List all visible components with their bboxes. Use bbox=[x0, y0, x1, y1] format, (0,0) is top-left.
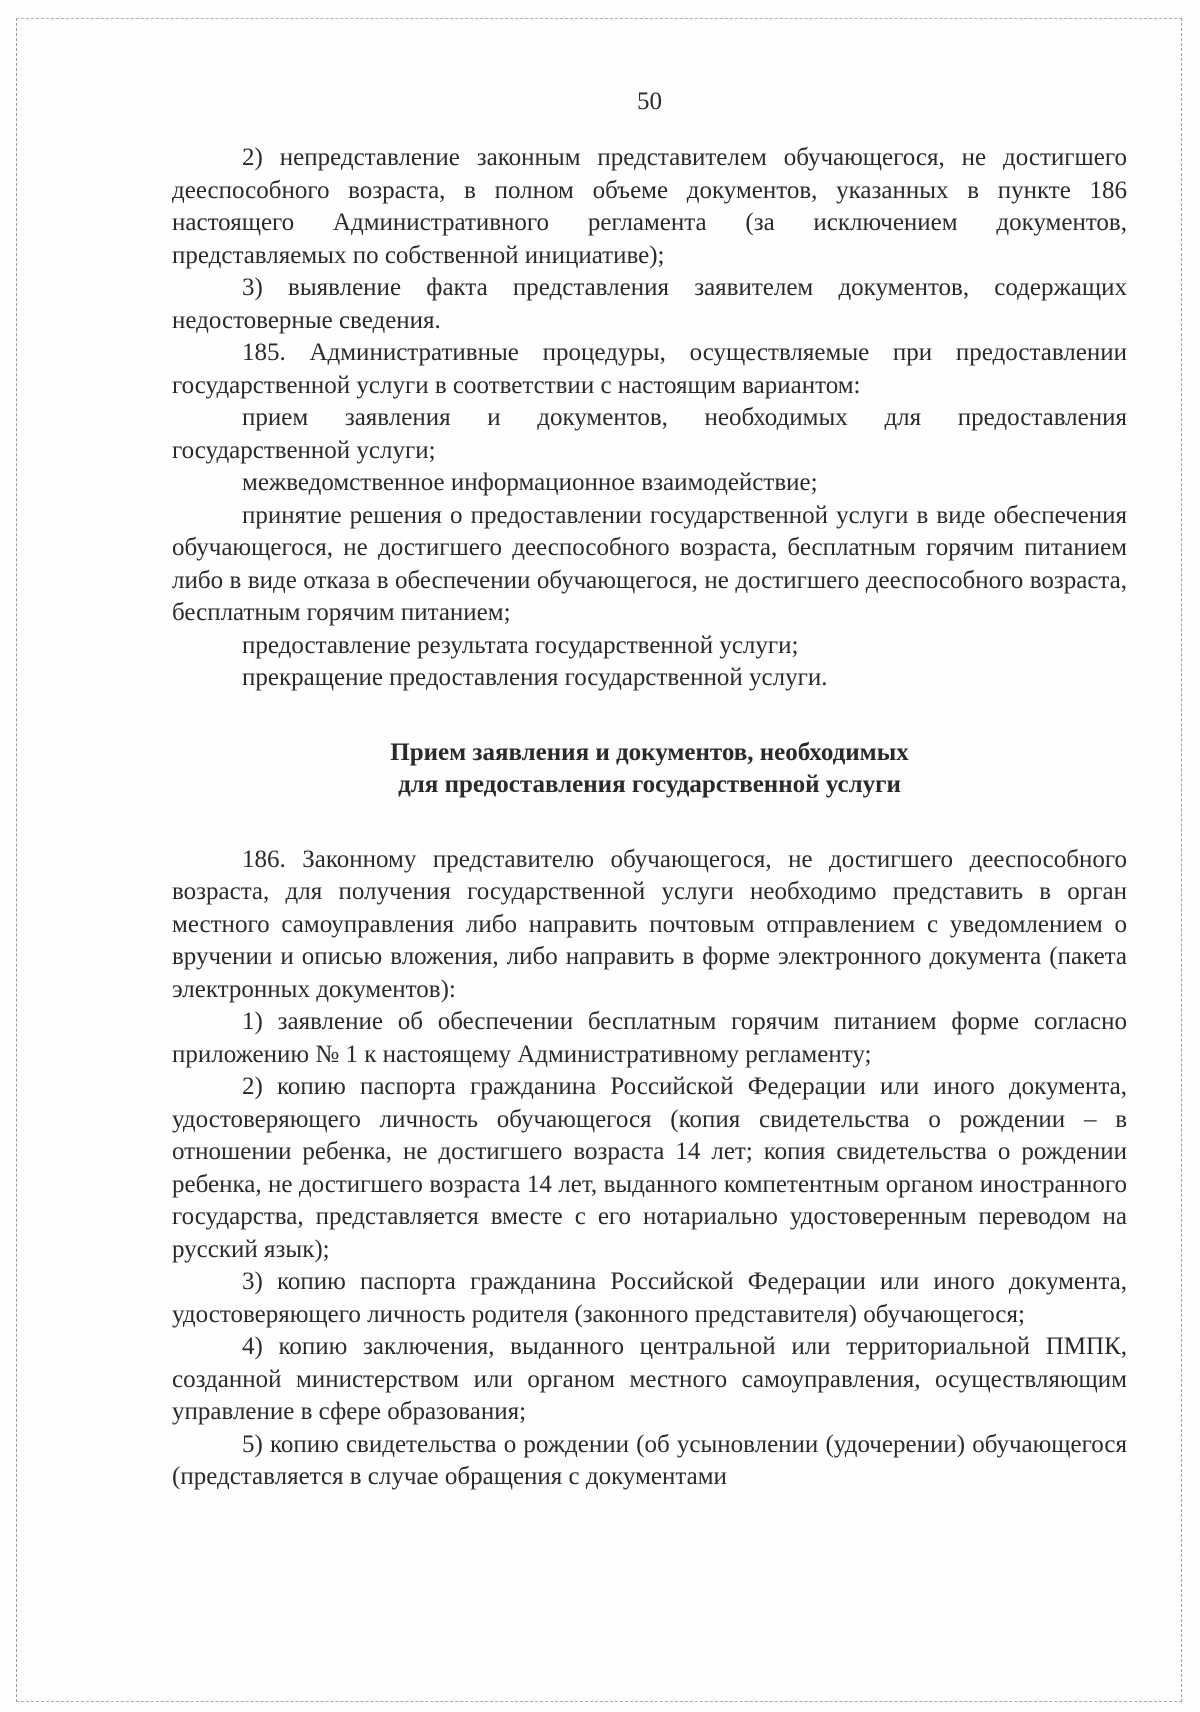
paragraph: 2) копию паспорта гражданина Российской Федерации или иного документа, удостоверяющего личность обучающегося (копия свидетельства о рождении – в отношении ребенка, не достигшего возраста 14 лет; копия свидетельства о рождении ребенка, не достигшего возраста 14 лет, выданного компетентным органом иностранного государства, представляется вместе с его нотариально удостоверенным переводом на русский язык); bbox=[172, 1073, 1127, 1263]
paragraph: 2) непредставление законным представителем обучающегося, не достигшего дееспособного возраста, в полном объеме документов, указанных в пункте 186 настоящего Административного регламента (за исключением документов, представляемых по собственной инициативе); bbox=[172, 144, 1127, 269]
section-heading-line: для предоставления государственной услуги bbox=[398, 771, 901, 798]
paragraph: 186. Законному представителю обучающегося, не достигшего дееспособного возраста, для получения государственной услуги необходимо представить в орган местного самоуправления либо направить почтовым отправлением с уведомлением о вручении и описью вложения, либо направить в форме электронного документа (пакета электронных документов): bbox=[172, 845, 1127, 1003]
paragraph: прием заявления и документов, необходимых для предоставления государственной услуги; bbox=[172, 404, 1127, 464]
page-number: 50 bbox=[637, 88, 662, 115]
paragraph: прекращение предоставления государственной услуги. bbox=[242, 664, 828, 691]
section-heading bbox=[172, 737, 1127, 802]
paragraph: 3) копию паспорта гражданина Российской Федерации или иного документа, удостоверяющего личность родителя (законного представителя) обучающегося; bbox=[172, 1268, 1127, 1328]
paragraph: предоставление результата государственной услуги; bbox=[242, 631, 799, 659]
paragraph: межведомственное информационное взаимодействие; bbox=[242, 469, 818, 496]
paragraph: 185. Административные процедуры, осуществляемые при предоставлении государственной услуги в соответствии с настоящим вариантом: bbox=[172, 339, 1127, 399]
paragraph: принятие решения о предоставлении государственной услуги в виде обеспечения обучающегося, не достигшего дееспособного возраста, бесплатным горячим питанием либо в виде отказа в обеспечении обучающегося, не достигшего дееспособного возраста, бесплатным горячим питанием; bbox=[172, 501, 1127, 626]
paragraph: 5) копию свидетельства о рождении (об усыновлении (удочерении) обучающегося (представляется в случае обращения с документами bbox=[172, 1430, 1127, 1490]
section-heading-line: Прием заявления и документов, необходимых bbox=[390, 738, 909, 766]
document-page bbox=[172, 82, 1127, 1494]
paragraph: 4) копию заключения, выданного центральной или территориальной ПМПК, созданной министерством или органом местного самоуправления, осуществляющим управление в сфере образования; bbox=[172, 1333, 1127, 1425]
paragraph: 3) выявление факта представления заявителем документов, содержащих недостоверные сведения. bbox=[172, 274, 1127, 334]
paragraph: 1) заявление об обеспечении бесплатным горячим питанием форме согласно приложению № 1 к настоящему Административному регламенту; bbox=[172, 1008, 1127, 1068]
